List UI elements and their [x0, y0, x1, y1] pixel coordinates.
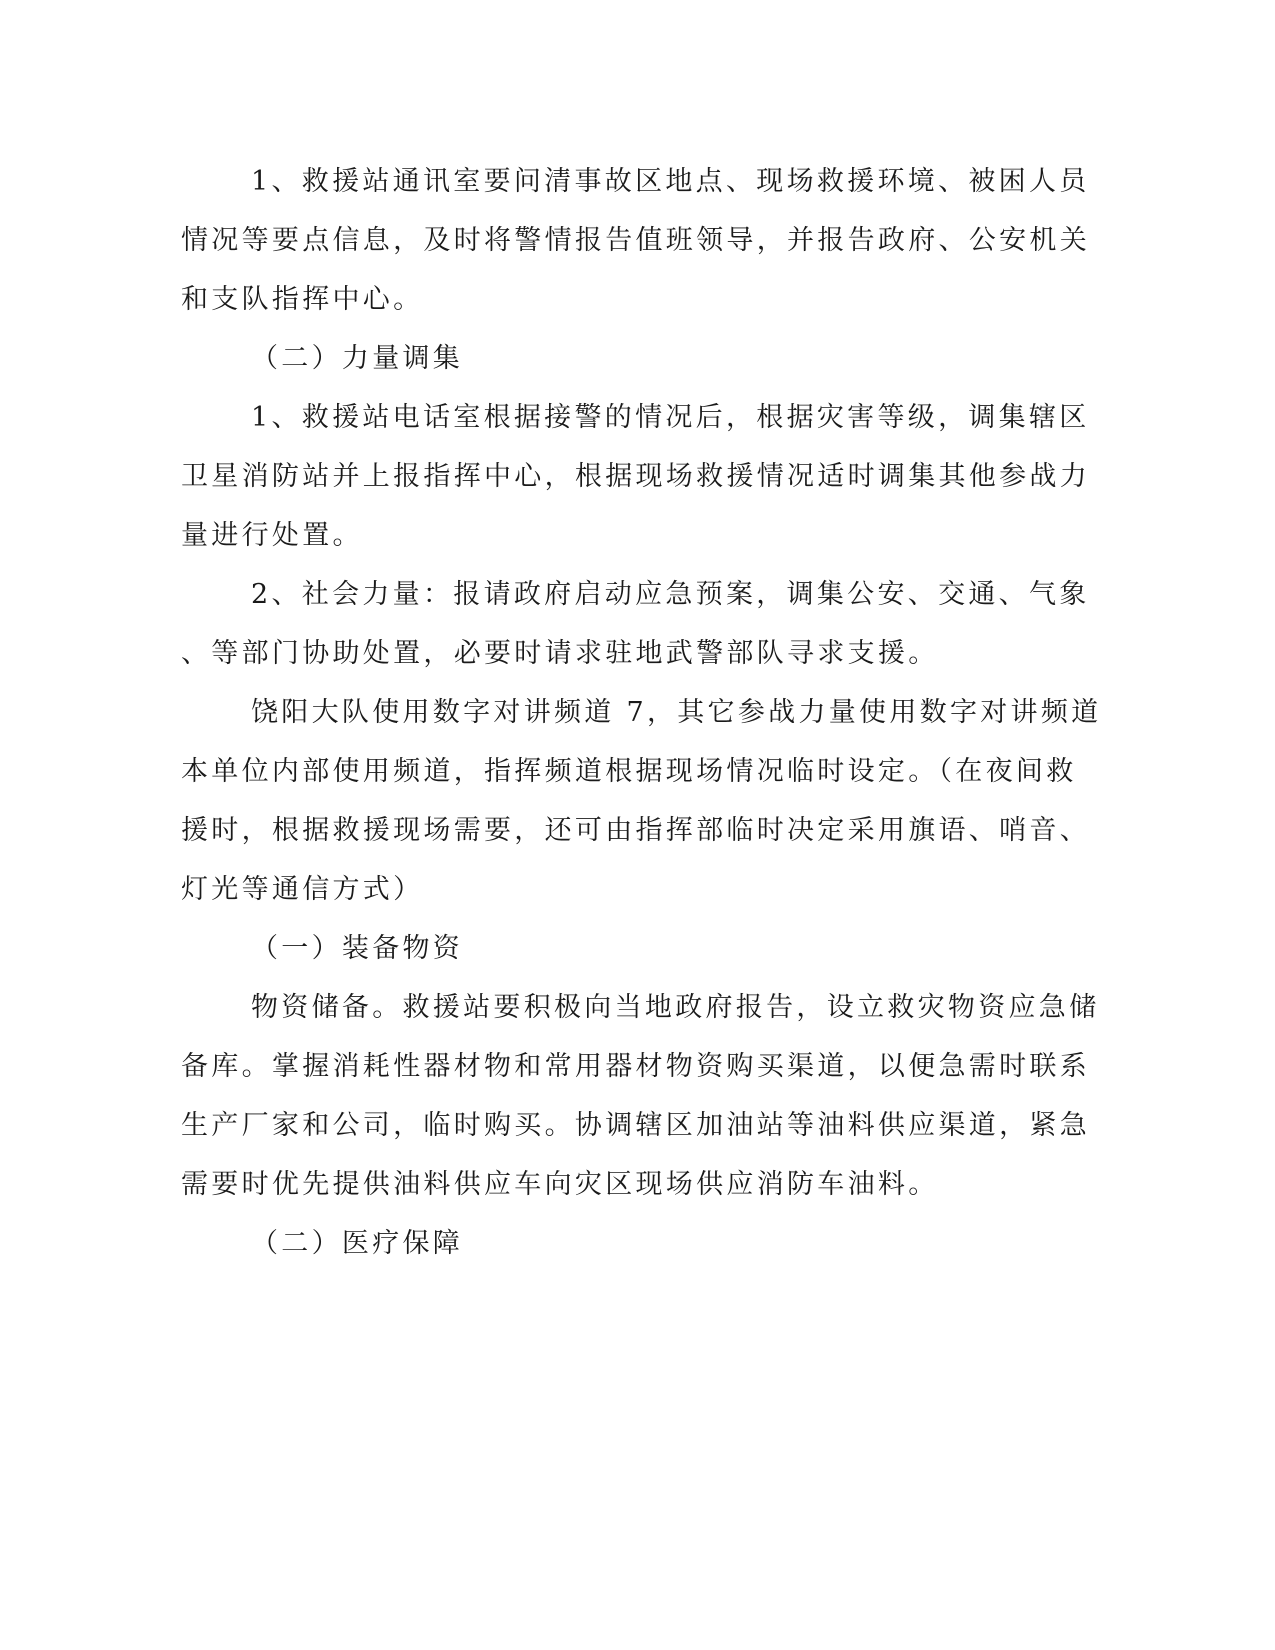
section-heading: （一）装备物资 [251, 933, 464, 964]
text-line: 卫星消防站并上报指挥中心，根据现场救援情况适时调集其他参战力 [181, 461, 1090, 492]
text-line: 和支队指挥中心。 [181, 284, 424, 315]
text-line: 灯光等通信方式） [181, 874, 424, 905]
section-heading: （二）力量调集 [251, 343, 464, 374]
text-line: 饶阳大队使用数字对讲频道 7，其它参战力量使用数字对讲频道 [251, 697, 1102, 728]
text-line: 、等部门协助处置，必要时请求驻地武警部队寻求支援。 [181, 638, 939, 669]
text-line: 1、救援站通讯室要问清事故区地点、现场救援环境、被困人员 [251, 166, 1090, 197]
section-heading: （二）医疗保障 [251, 1228, 464, 1259]
text-line: 生产厂家和公司，临时购买。协调辖区加油站等油料供应渠道，紧急 [181, 1110, 1090, 1141]
text-line: 2、社会力量：报请政府启动应急预案，调集公安、交通、气象 [251, 579, 1090, 610]
text-line: 1、救援站电话室根据接警的情况后，根据灾害等级，调集辖区 [251, 402, 1090, 433]
text-line: 备库。掌握消耗性器材物和常用器材物资购买渠道，以便急需时联系 [181, 1051, 1090, 1082]
text-line: 情况等要点信息，及时将警情报告值班领导，并报告政府、公安机关 [181, 225, 1090, 256]
text-line: 本单位内部使用频道，指挥频道根据现场情况临时设定。（在夜间救 [181, 756, 1077, 787]
text-line: 量进行处置。 [181, 520, 363, 551]
text-line: 物资储备。救援站要积极向当地政府报告，设立救灾物资应急储 [251, 992, 1100, 1023]
text-line: 需要时优先提供油料供应车向灾区现场供应消防车油料。 [181, 1169, 939, 1200]
text-line: 援时，根据救援现场需要，还可由指挥部临时决定采用旗语、哨音、 [181, 815, 1090, 846]
